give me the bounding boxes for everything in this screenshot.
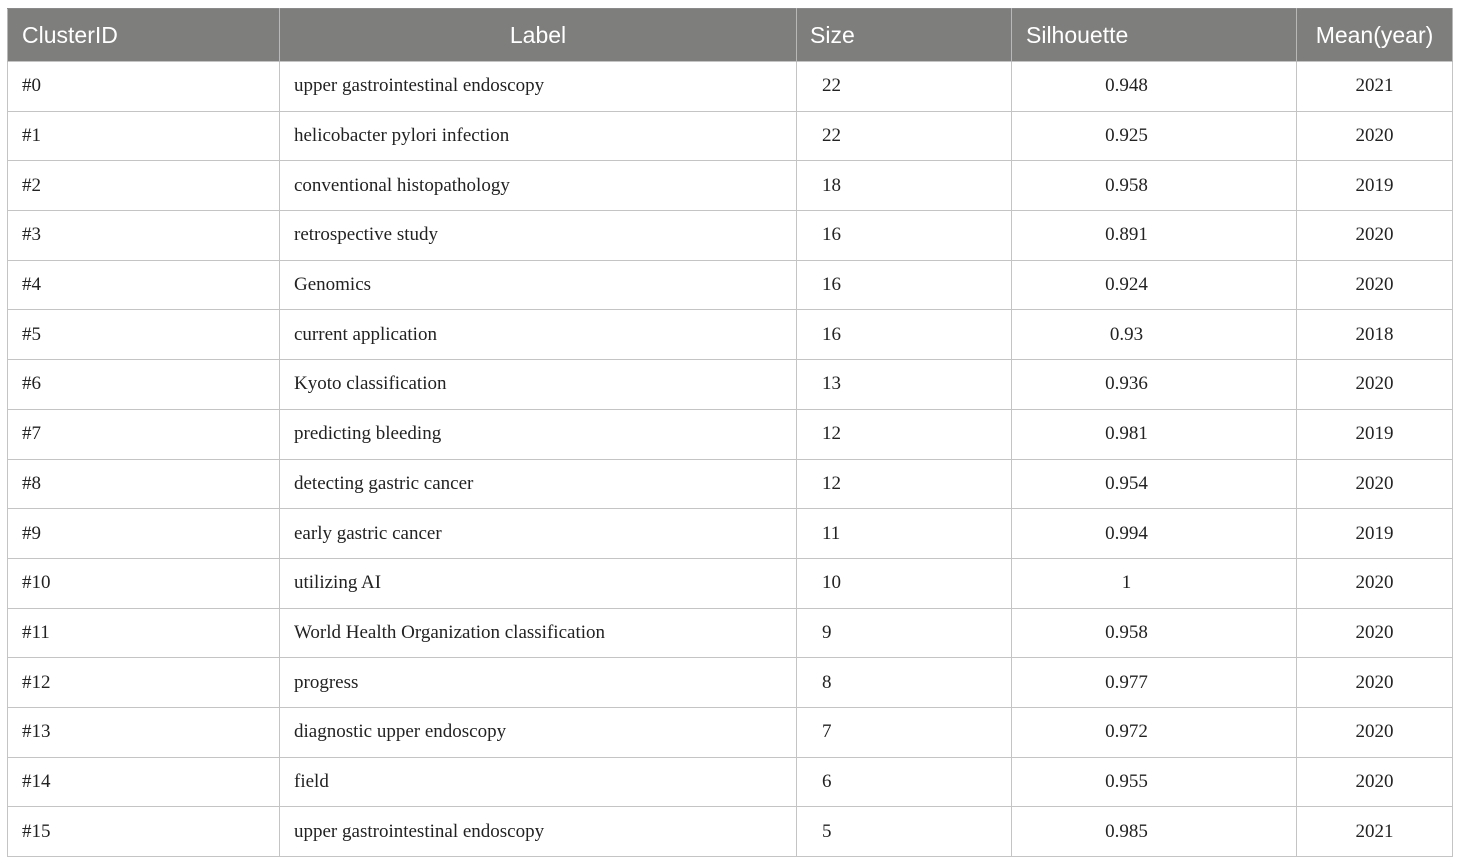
header-silhouette: Silhouette (1012, 9, 1297, 62)
cell-size: 7 (797, 707, 1012, 757)
cell-size: 11 (797, 509, 1012, 559)
cell-cluster-id: #13 (8, 707, 280, 757)
cell-label: Genomics (280, 260, 797, 310)
header-cluster-id: ClusterID (8, 9, 280, 62)
table-row (8, 608, 1453, 658)
cell-silhouette: 0.958 (1012, 608, 1297, 658)
table-row (8, 111, 1453, 161)
cell-size: 6 (797, 757, 1012, 807)
cluster-table-container (7, 8, 1452, 857)
header-size: Size (797, 9, 1012, 62)
table-row (8, 360, 1453, 410)
cell-mean-year: 2020 (1297, 360, 1453, 410)
cell-label: diagnostic upper endoscopy (280, 707, 797, 757)
table-row (8, 757, 1453, 807)
cell-mean-year: 2020 (1297, 260, 1453, 310)
cell-label: helicobacter pylori infection (280, 111, 797, 161)
cell-cluster-id: #12 (8, 658, 280, 708)
cell-silhouette: 0.958 (1012, 161, 1297, 211)
cell-silhouette: 0.954 (1012, 459, 1297, 509)
cell-label: upper gastrointestinal endoscopy (280, 807, 797, 857)
table-row (8, 658, 1453, 708)
cell-cluster-id: #2 (8, 161, 280, 211)
cell-cluster-id: #14 (8, 757, 280, 807)
cell-silhouette: 0.981 (1012, 409, 1297, 459)
cell-cluster-id: #7 (8, 409, 280, 459)
cell-silhouette: 0.925 (1012, 111, 1297, 161)
cell-cluster-id: #8 (8, 459, 280, 509)
cell-silhouette: 0.93 (1012, 310, 1297, 360)
cell-label: Kyoto classification (280, 360, 797, 410)
cell-mean-year: 2019 (1297, 409, 1453, 459)
header-label: Label (280, 9, 797, 62)
cell-cluster-id: #15 (8, 807, 280, 857)
table-row (8, 161, 1453, 211)
cell-label: current application (280, 310, 797, 360)
cell-cluster-id: #1 (8, 111, 280, 161)
cell-size: 16 (797, 310, 1012, 360)
cell-mean-year: 2019 (1297, 509, 1453, 559)
cell-silhouette: 0.972 (1012, 707, 1297, 757)
cell-mean-year: 2020 (1297, 111, 1453, 161)
cell-label: detecting gastric cancer (280, 459, 797, 509)
table-row (8, 62, 1453, 112)
cell-size: 12 (797, 459, 1012, 509)
table-row (8, 310, 1453, 360)
cell-label: World Health Organization classification (280, 608, 797, 658)
cell-size: 12 (797, 409, 1012, 459)
cell-size: 22 (797, 111, 1012, 161)
cell-size: 16 (797, 260, 1012, 310)
cell-label: retrospective study (280, 211, 797, 261)
cell-cluster-id: #0 (8, 62, 280, 112)
cell-size: 18 (797, 161, 1012, 211)
cell-mean-year: 2020 (1297, 608, 1453, 658)
cell-mean-year: 2021 (1297, 62, 1453, 112)
cell-cluster-id: #10 (8, 558, 280, 608)
cell-silhouette: 0.994 (1012, 509, 1297, 559)
cell-mean-year: 2020 (1297, 707, 1453, 757)
cell-size: 9 (797, 608, 1012, 658)
cell-label: progress (280, 658, 797, 708)
cell-mean-year: 2020 (1297, 459, 1453, 509)
cell-cluster-id: #9 (8, 509, 280, 559)
cell-silhouette: 0.948 (1012, 62, 1297, 112)
cell-cluster-id: #11 (8, 608, 280, 658)
cell-size: 8 (797, 658, 1012, 708)
cell-mean-year: 2020 (1297, 558, 1453, 608)
cell-cluster-id: #6 (8, 360, 280, 410)
cell-label: utilizing AI (280, 558, 797, 608)
table-body (8, 62, 1453, 857)
table-row (8, 409, 1453, 459)
cell-silhouette: 0.924 (1012, 260, 1297, 310)
cell-mean-year: 2020 (1297, 757, 1453, 807)
table-row (8, 459, 1453, 509)
cell-size: 10 (797, 558, 1012, 608)
header-row (8, 9, 1453, 62)
cluster-table (7, 8, 1453, 857)
table-row (8, 260, 1453, 310)
cell-mean-year: 2021 (1297, 807, 1453, 857)
cell-silhouette: 0.977 (1012, 658, 1297, 708)
cell-silhouette: 0.955 (1012, 757, 1297, 807)
cell-mean-year: 2019 (1297, 161, 1453, 211)
cell-silhouette: 0.936 (1012, 360, 1297, 410)
cell-size: 16 (797, 211, 1012, 261)
cell-label: predicting bleeding (280, 409, 797, 459)
cell-cluster-id: #5 (8, 310, 280, 360)
header-mean-year: Mean(year) (1297, 9, 1453, 62)
table-header (8, 9, 1453, 62)
cell-mean-year: 2020 (1297, 211, 1453, 261)
cell-size: 13 (797, 360, 1012, 410)
table-row (8, 707, 1453, 757)
cell-label: early gastric cancer (280, 509, 797, 559)
cell-silhouette: 1 (1012, 558, 1297, 608)
cell-cluster-id: #3 (8, 211, 280, 261)
cell-mean-year: 2018 (1297, 310, 1453, 360)
cell-cluster-id: #4 (8, 260, 280, 310)
cell-size: 22 (797, 62, 1012, 112)
cell-label: field (280, 757, 797, 807)
cell-label: upper gastrointestinal endoscopy (280, 62, 797, 112)
cell-mean-year: 2020 (1297, 658, 1453, 708)
cell-size: 5 (797, 807, 1012, 857)
cell-silhouette: 0.891 (1012, 211, 1297, 261)
cell-label: conventional histopathology (280, 161, 797, 211)
table-row (8, 807, 1453, 857)
table-row (8, 558, 1453, 608)
table-row (8, 509, 1453, 559)
table-row (8, 211, 1453, 261)
cell-silhouette: 0.985 (1012, 807, 1297, 857)
